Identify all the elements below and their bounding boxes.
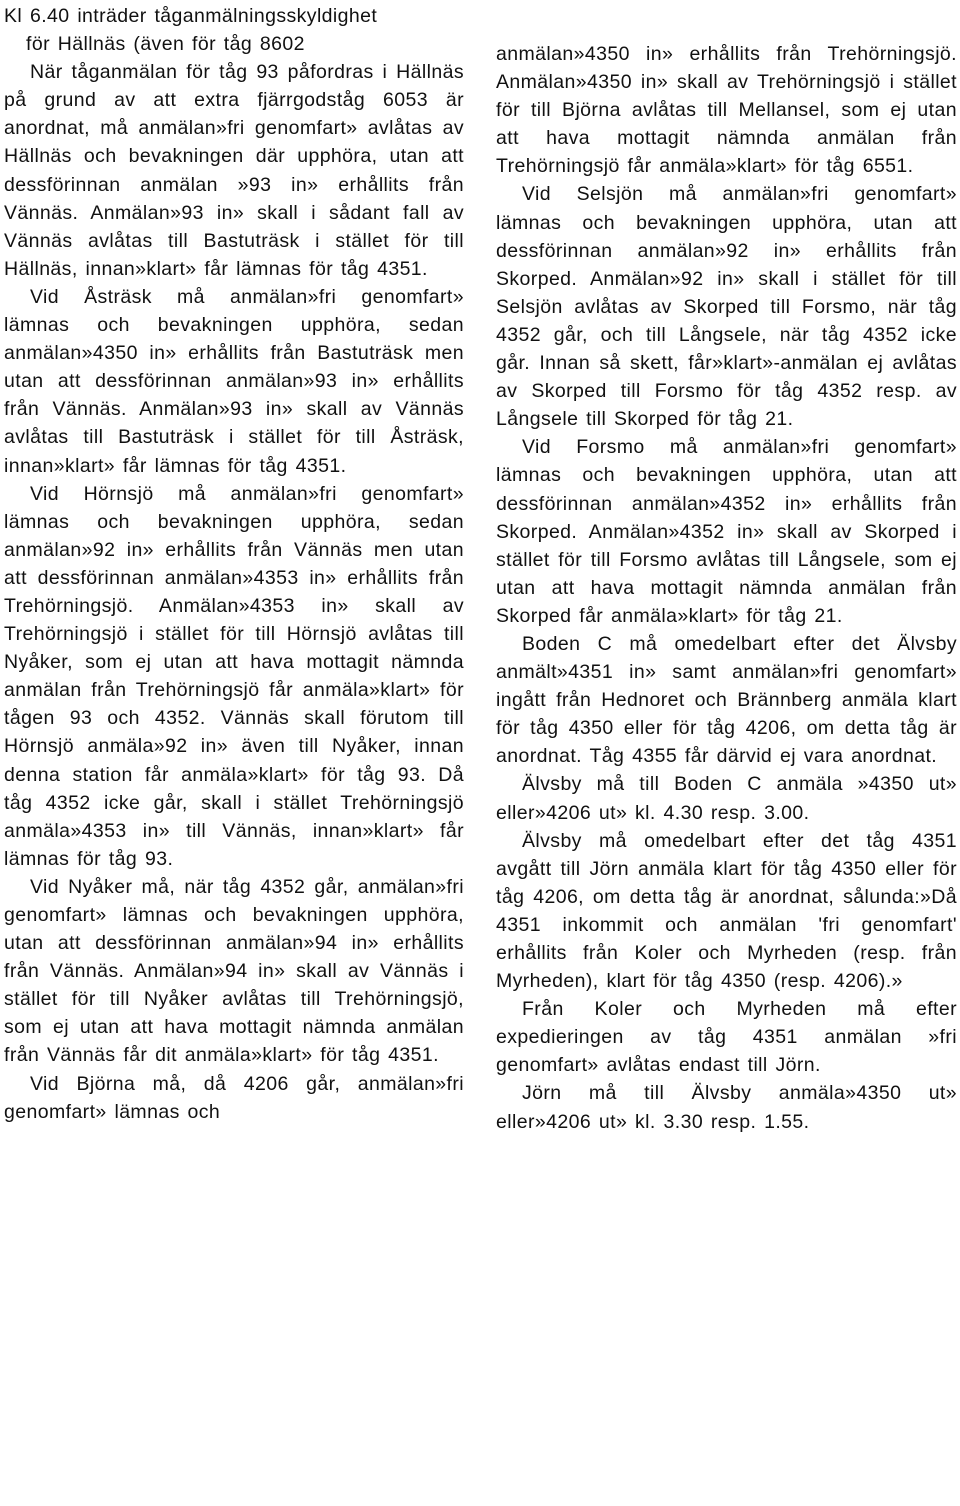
paragraph-nyaker: Vid Nyåker må, när tåg 4352 går, anmälan»fri genomfart» lämnas och bevakningen upphöra, utan att dessförinnan anmälan»94 in» erhållits från Vännäs. Anmälan»94 in» skall av Vännäs i stället för till Nyåker avlåtas till Trehörningsjö, som ej utan att hava mottagit nämnda anmälan från Vännäs får dit anmäla»klart» för tåg 4351. (4, 875, 464, 1067)
paragraph-hallnas: När tåganmälan för tåg 93 påfordras i Hällnäs på grund av att extra fjärrgodståg 6053 är anordnat, må anmälan»fri genomfart» avlåtas av Hällnäs och bevakningen där upphöra, utan att dessförinnan anmälan »93 in» erhållits från Vännäs. Anmälan»93 in» skall i sådant fall av Vännäs avlåtas till Bastuträsk i stället för till Hällnäs, innan»klart» får lämnas för tåg 4351. (4, 61, 464, 280)
heading-line-1: Kl 6.40 inträder tåganmälningsskyldighet (4, 5, 378, 27)
heading-line-2: för Hällnäs (även för tåg 8602 (26, 33, 305, 56)
paragraph-forsmo: Vid Forsmo må anmälan»fri genomfart» lämnas och bevakningen upphöra, utan att dessförinnan anmälan»4352 in» erhållits från Skorped. Anmälan»4352 in» skall av Skorped i stället för till Forsmo avlåtas till Långsele, som ej utan att hava mottagit nämnda anmälan från Skorped får anmäla»klart» för tåg 21. (496, 436, 957, 627)
paragraph-bjorna: Vid Björna må, då 4206 går, anmälan»fri genomfart» lämnas och (4, 1072, 464, 1123)
paragraph-koler-myrheden: Från Koler och Myrheden må efter expedieringen av tåg 4351 anmälan »fri genomfart» avlåtas endast till Jörn. (496, 998, 957, 1077)
paragraph-bjorna-continued: anmälan»4350 in» erhållits från Trehörningsjö. Anmälan»4350 in» skall av Trehörningsjö i stället för till Björna avlåtas till Mellansel, som ej utan att hava mottagit nämnda anmälan från Trehörningsjö får anmäla»klart» för tåg 6551. (496, 43, 957, 178)
right-column (496, 0, 957, 1136)
section-heading (4, 0, 464, 58)
paragraph-astrask: Vid Åsträsk må anmälan»fri genomfart» lämnas och bevakningen upphöra, sedan anmälan»4350 in» erhållits från Bastuträsk men utan att dessförinnan anmälan»93 in» erhållits från Vännäs. Anmälan»93 in» skall av Vännäs avlåtas till Bastuträsk i stället för till Åsträsk, innan»klart» får lämnas för tåg 4351. (4, 285, 464, 477)
paragraph-alvsby-time: Älvsby må till Boden C anmäla »4350 ut» eller»4206 ut» kl. 4.30 resp. 3.00. (496, 773, 957, 824)
paragraph-selsjon: Vid Selsjön må anmälan»fri genomfart» lämnas och bevakningen upphöra, utan att dessförinnan anmälan»92 in» erhållits från Skorped. Anmälan»92 in» skall i stället för till Selsjön avlåtas av Skorped till Forsmo, när tåg 4352 går, och till Långsele, när tåg 4352 icke går. Innan så skett, får»klart»-anmälan ej avlåtas av Skorped till Forsmo för tåg 4352 resp. av Långsele till Skorped för tåg 21. (496, 183, 957, 431)
paragraph-hornsjo: Vid Hörnsjö må anmälan»fri genomfart» lämnas och bevakningen upphöra, sedan anmälan»92 in» erhållits från Vännäs men utan att dessförinnan anmälan»4353 in» erhållits från Trehörningsjö. Anmälan»4353 in» skall av Trehörningsjö i stället för till Hörnsjö avlåtas till Nyåker, som ej utan att hava mottagit nämnda anmälan från Trehörningsjö får anmäla»klart» för tågen 93 och 4352. Vännäs skall förutom till Hörnsjö anmäla»92 in» även till Nyåker, innan denna station får anmäla»klart» för tåg 93. Då tåg 4352 icke går, skall i stället Trehörningsjö anmäla»4353 in» till Vännäs, innan»klart» får lämnas för tåg 93. (4, 482, 464, 870)
paragraph-alvsby-clear: Älvsby må omedelbart efter det tåg 4351 avgått till Jörn anmäla klart för tåg 4350 eller för tåg 4206, om detta tåg är anordnat, sålunda:»Då 4351 inkommit och anmälan 'fri genomfart' erhållits från Koler och Myrheden (resp. från Myrheden), klart för tåg 4350 (resp. 4206).» (496, 829, 957, 993)
left-column (4, 0, 464, 1126)
paragraph-boden: Boden C må omedelbart efter det Älvsby anmält»4351 in» samt anmälan»fri genomfart» ingått från Hednoret och Brännberg anmäla klart för tåg 4350 eller för tåg 4206, om detta tåg är anordnat. Tåg 4355 får därvid ej vara anordnat. (496, 632, 957, 768)
paragraph-jorn: Jörn må till Älvsby anmäla»4350 ut» eller»4206 ut» kl. 3.30 resp. 1.55. (496, 1082, 957, 1133)
